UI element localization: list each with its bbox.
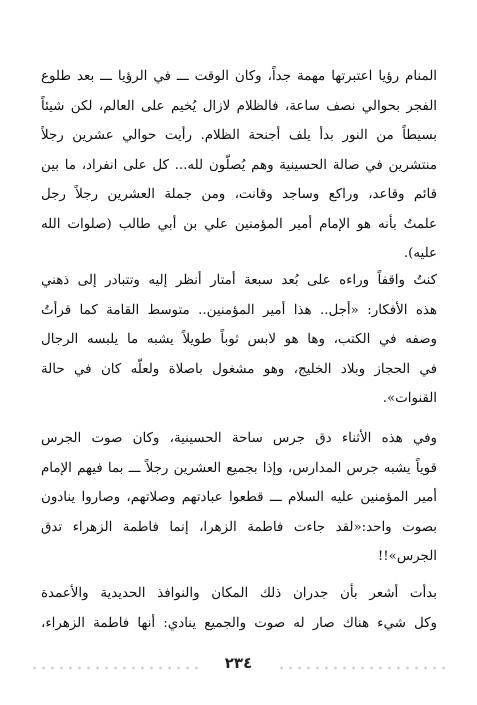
paragraph-2	[41, 266, 437, 414]
text-line: عليه).	[403, 246, 437, 261]
text-line: منتشرين في صالة الحسينية وهم يُصلّون لله... كل على انفراد، ما بين	[41, 157, 437, 173]
text-line: في الحجاز وبلاد الخليج، وهو مشغول باصلاة ولعلّه كان في حالة	[41, 361, 437, 377]
text-line: قوياً يشبه جرس المدارس، وإذا بجميع العشرين رجلاً ـــ بما فيهم الإمام	[41, 460, 437, 476]
text-line: كنتُ واقفاً وراءه على بُعد سبعة أمتار أنظر إليه وتتبادر إلى ذهني	[41, 273, 437, 288]
text-line: الجرس»!!	[377, 549, 437, 564]
paragraph-1	[41, 62, 437, 269]
text-line: بسيطاً من النور بدأ يلف أجنحة الظلام. رأيت حوالي عشرين رجلاً	[41, 128, 437, 143]
text-line: قائم وقاعد، وراكع وساجد وقانت، ومن جملة العشرين رجلاً رجل	[41, 187, 437, 202]
paragraph-3	[41, 424, 437, 572]
text-line: علمتُ بأنه هو الإمام أمير المؤمنين علي بن أبي طالب (صلوات الله	[41, 216, 437, 232]
text-line: الفجر بحوالي نصف ساعة، فالظلام لازال يُخيم على العالم، لكن شيئاً	[41, 98, 437, 114]
page-number: ٢٣٤	[224, 654, 253, 672]
page-footer	[0, 652, 477, 682]
text-line: بصوت واحد:«لقد جاءت فاطمة الزهرا، إنما فاطمة الزهراء تدق	[41, 519, 437, 535]
text-line: القنوات».	[382, 391, 437, 406]
text-line: أمير المؤمنين عليه السلام ـــ قطعوا عبادتهم وصلاتهم، وصاروا ينادون	[41, 490, 437, 505]
text-line: المنام رؤيا اعتبرتها مهمة جداً، وكان الوقت ـــ في الرؤيا ـــ بعد طلوع	[41, 69, 437, 84]
text-line: وفي هذه الأثناء دق جرس ساحة الحسينية، وكان صوت الجرس	[41, 431, 437, 446]
text-line: هذه الأفكار: «أجل.. هذا أمير المؤمنين.. متوسط القامة كما قرأتُ	[41, 302, 437, 318]
paragraph-4	[41, 579, 437, 638]
text-line: وصفه في الكتب، وها هو لابس ثوباً طويلاً يشبه ما يلبسه الرجال	[41, 332, 437, 347]
text-line: بدأت أشعر بأن جدران ذلك المكان والنوافذ الحديدية والأعمدة	[41, 586, 437, 601]
text-line: وكل شيء هناك صار له صوت والجميع ينادي: أنها فاطمة الزهراء،	[41, 615, 437, 631]
